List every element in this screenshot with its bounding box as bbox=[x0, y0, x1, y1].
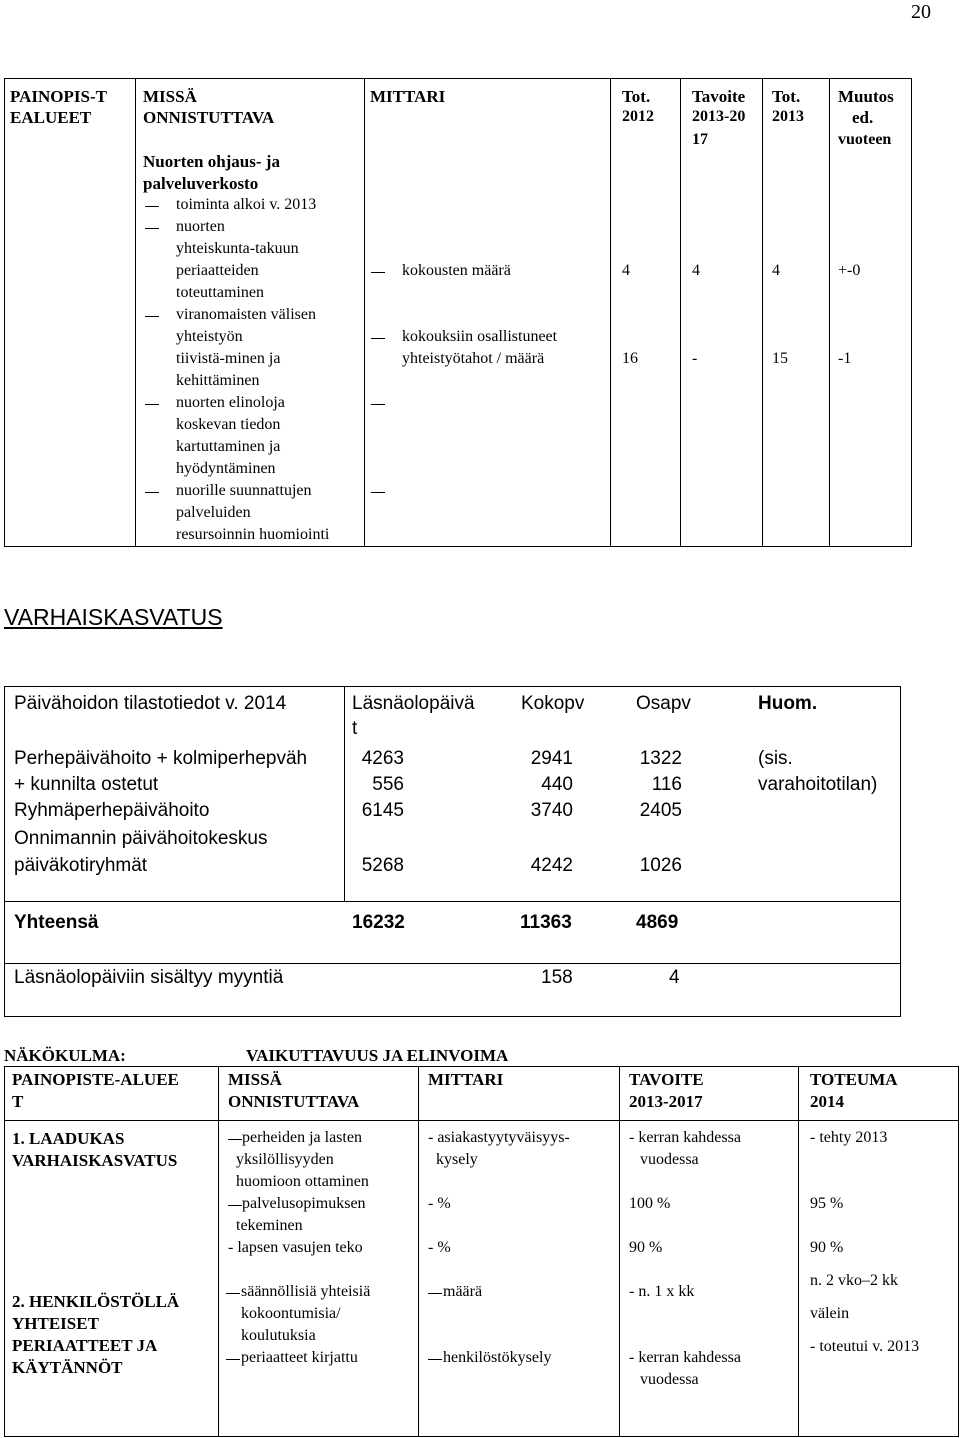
missa-item: kehittäminen bbox=[176, 372, 260, 389]
missa-item: periaatteiden bbox=[176, 262, 259, 279]
header-mittari: MITTARI bbox=[370, 87, 446, 106]
row1-toteuma-line1: - tehty 2013 bbox=[810, 1129, 888, 1146]
section-title-varhaiskasvatus: VARHAISKASVATUS bbox=[4, 604, 223, 630]
row2-toteuma-line3: - toteutui v. 2013 bbox=[810, 1338, 920, 1355]
missa-item: yhteiskunta-takuun bbox=[176, 240, 299, 257]
missa-item: kartuttaminen ja bbox=[176, 438, 281, 455]
total-label: Yhteensä bbox=[14, 912, 99, 933]
stats-row-label: + kunnilta ostetut bbox=[14, 774, 159, 795]
stats-row-kokopv: 2941 bbox=[530, 748, 573, 769]
row2-tavoite-line3: vuodessa bbox=[640, 1371, 699, 1388]
row2-tavoite: - bbox=[692, 350, 698, 367]
stats-row-lasna: 5268 bbox=[361, 855, 404, 876]
nakokulma-label: NÄKÖKULMA: bbox=[4, 1046, 126, 1065]
stats-row-lasna: 6145 bbox=[361, 800, 404, 821]
row2-missa-item: periaatteet kirjattu bbox=[241, 1349, 358, 1366]
total-osapv: 4869 bbox=[636, 912, 679, 933]
stats-title: Päivähoidon tilastotiedot v. 2014 bbox=[14, 693, 287, 714]
row1-missa-item: perheiden ja lasten bbox=[242, 1129, 362, 1146]
header-missa-line1: MISSÄ bbox=[143, 87, 197, 106]
header-tot2013-line2: 2013 bbox=[772, 108, 804, 125]
header-tot2012-line2: 2012 bbox=[622, 108, 654, 125]
mittari-osallistuneet-line1: kokouksiin osallistuneet bbox=[402, 328, 558, 345]
row2-painopiste-line3: PERIAATTEET JA bbox=[12, 1336, 158, 1355]
missa-title-line2: palveluverkosto bbox=[143, 174, 259, 193]
row2-tot2013: 15 bbox=[772, 350, 788, 367]
header-tavoite-line2: 2013-20 bbox=[692, 108, 746, 125]
row1-mittari-line1: - asiakastyytyväisyys- bbox=[428, 1129, 570, 1146]
header-tavoite-line3: 17 bbox=[692, 131, 708, 148]
row2-missa-item: säännöllisiä yhteisiä bbox=[241, 1283, 371, 1300]
t3-header-toteuma-line2: 2014 bbox=[810, 1092, 844, 1111]
t3-header-mittari: MITTARI bbox=[428, 1070, 504, 1089]
stats-row-label: päiväkotiryhmät bbox=[14, 855, 148, 876]
row2-missa-item: koulutuksia bbox=[241, 1327, 316, 1344]
t3-header-missa-line1: MISSÄ bbox=[228, 1070, 282, 1089]
missa-item: nuorille suunnattujen bbox=[176, 482, 312, 499]
row2-tavoite-line2: - kerran kahdessa bbox=[629, 1349, 741, 1366]
row2-tot2012: 16 bbox=[622, 350, 638, 367]
stats-row-label: Ryhmäperhepäivähoito bbox=[14, 800, 210, 821]
row1-missa-item: palvelusopimuksen bbox=[242, 1195, 366, 1212]
header-tot2012-line1: Tot. bbox=[622, 87, 651, 106]
row1-toteuma-line3: 90 % bbox=[810, 1239, 844, 1256]
header-missa-line2: ONNISTUTTAVA bbox=[143, 108, 275, 127]
row2-painopiste-line2: YHTEISET bbox=[12, 1314, 99, 1333]
missa-title-line1: Nuorten ohjaus- ja bbox=[143, 152, 280, 171]
myynti-label: Läsnäolopäiviin sisältyy myyntiä bbox=[14, 967, 284, 988]
stats-row-kokopv: 3740 bbox=[530, 800, 573, 821]
row1-muutos: +-0 bbox=[838, 262, 861, 279]
myynti-osapv: 4 bbox=[669, 967, 680, 988]
row1-painopiste-line2: VARHAISKASVATUS bbox=[12, 1151, 178, 1170]
vaikuttavuus-label: VAIKUTTAVUUS JA ELINVOIMA bbox=[246, 1046, 509, 1065]
row1-tavoite: 4 bbox=[692, 262, 700, 279]
missa-item: palveluiden bbox=[176, 504, 251, 521]
row1-tavoite-line1: - kerran kahdessa bbox=[629, 1129, 741, 1146]
t3-header-tavoite-line1: TAVOITE bbox=[629, 1070, 704, 1089]
stats-row-osapv: 1026 bbox=[639, 855, 682, 876]
stats-row-osapv: 116 bbox=[651, 774, 682, 795]
stats-row-osapv: 2405 bbox=[639, 800, 682, 821]
header-lasnaolopaivat-line2: t bbox=[352, 718, 358, 739]
header-painopiste-line2: EALUEET bbox=[10, 108, 92, 127]
missa-item: resursoinnin huomiointi bbox=[176, 526, 330, 543]
row2-muutos: -1 bbox=[838, 350, 852, 367]
missa-item: koskevan tiedon bbox=[176, 416, 281, 433]
t3-header-toteuma-line1: TOTEUMA bbox=[810, 1070, 898, 1089]
stats-row-kokopv: 4242 bbox=[530, 855, 573, 876]
row2-painopiste-line1: 2. HENKILÖSTÖLLÄ bbox=[12, 1292, 180, 1311]
header-muutos-line2: ed. bbox=[852, 108, 874, 127]
header-osapv: Osapv bbox=[636, 693, 691, 714]
row1-missa-item: tekeminen bbox=[236, 1217, 303, 1234]
header-kokopv: Kokopv bbox=[521, 693, 585, 714]
header-painopiste-line1: PAINOPIS-T bbox=[10, 87, 107, 106]
t3-header-painopiste-line2: T bbox=[12, 1092, 24, 1111]
missa-item: toiminta alkoi v. 2013 bbox=[176, 196, 317, 213]
missa-item: viranomaisten välisen bbox=[176, 306, 316, 323]
row1-missa-item: - lapsen vasujen teko bbox=[228, 1239, 363, 1256]
missa-item: tiivistä-minen ja bbox=[176, 350, 281, 367]
row1-mittari-line4: - % bbox=[428, 1239, 451, 1256]
header-muutos-line1: Muutos bbox=[838, 87, 894, 106]
stats-row-kokopv: 440 bbox=[541, 774, 573, 795]
row1-missa-item: huomioon ottaminen bbox=[236, 1173, 369, 1190]
missa-item: nuorten elinoloja bbox=[176, 394, 285, 411]
header-huom: Huom. bbox=[758, 693, 818, 714]
missa-item: yhteistyön bbox=[176, 328, 243, 345]
header-muutos-line3: vuoteen bbox=[838, 131, 892, 148]
mittari-osallistuneet-line2: yhteistyötahot / määrä bbox=[402, 350, 545, 367]
row2-painopiste-line4: KÄYTÄNNÖT bbox=[12, 1358, 123, 1377]
stats-row-label: Perhepäivähoito + kolmiperhepväh bbox=[14, 748, 308, 769]
row1-mittari-line2: kysely bbox=[436, 1151, 478, 1168]
row2-tavoite-line1: - n. 1 x kk bbox=[629, 1283, 695, 1300]
total-lasna: 16232 bbox=[352, 912, 405, 933]
row1-tavoite-line3: 100 % bbox=[629, 1195, 671, 1212]
stats-row-lasna: 4263 bbox=[361, 748, 404, 769]
row1-painopiste-line1: 1. LAADUKAS bbox=[12, 1129, 125, 1148]
stats-row-osapv: 1322 bbox=[639, 748, 682, 769]
myynti-kokopv: 158 bbox=[541, 967, 573, 988]
row1-toteuma-line2: 95 % bbox=[810, 1195, 844, 1212]
stats-row-lasna: 556 bbox=[372, 774, 404, 795]
row2-missa-item: kokoontumisia/ bbox=[241, 1305, 341, 1322]
row1-tot2013: 4 bbox=[772, 262, 780, 279]
missa-item: hyödyntäminen bbox=[176, 460, 276, 477]
page-number: 20 bbox=[911, 1, 931, 23]
t3-header-painopiste-line1: PAINOPISTE-ALUEE bbox=[12, 1070, 179, 1089]
row1-missa-item: yksilöllisyyden bbox=[236, 1151, 334, 1168]
row1-mittari-line3: - % bbox=[428, 1195, 451, 1212]
total-kokopv: 11363 bbox=[520, 912, 572, 933]
row1-tavoite-line2: vuodessa bbox=[640, 1151, 699, 1168]
row2-toteuma-line1: n. 2 vko–2 kk bbox=[810, 1272, 898, 1289]
header-tot2013-line1: Tot. bbox=[772, 87, 801, 106]
row1-tavoite-line4: 90 % bbox=[629, 1239, 663, 1256]
stats-row-label: Onnimannin päivähoitokeskus bbox=[14, 828, 268, 849]
t3-header-tavoite-line2: 2013-2017 bbox=[629, 1092, 703, 1111]
header-tavoite-line1: Tavoite bbox=[692, 87, 746, 106]
row2-mittari-line1: määrä bbox=[443, 1283, 483, 1300]
mittari-kokousten-maara: kokousten määrä bbox=[402, 262, 511, 279]
row1-tot2012: 4 bbox=[622, 262, 630, 279]
huom-note-line1: (sis. bbox=[758, 748, 793, 769]
row2-mittari-line2: henkilöstökysely bbox=[443, 1349, 552, 1366]
t3-header-missa-line2: ONNISTUTTAVA bbox=[228, 1092, 360, 1111]
missa-item: toteuttaminen bbox=[176, 284, 264, 301]
header-lasnaolopaivat-line1: Läsnäolopäivä bbox=[352, 693, 475, 714]
row2-toteuma-line2: välein bbox=[810, 1305, 850, 1322]
huom-note-line2: varahoitotilan) bbox=[758, 774, 878, 795]
missa-item: nuorten bbox=[176, 218, 225, 235]
